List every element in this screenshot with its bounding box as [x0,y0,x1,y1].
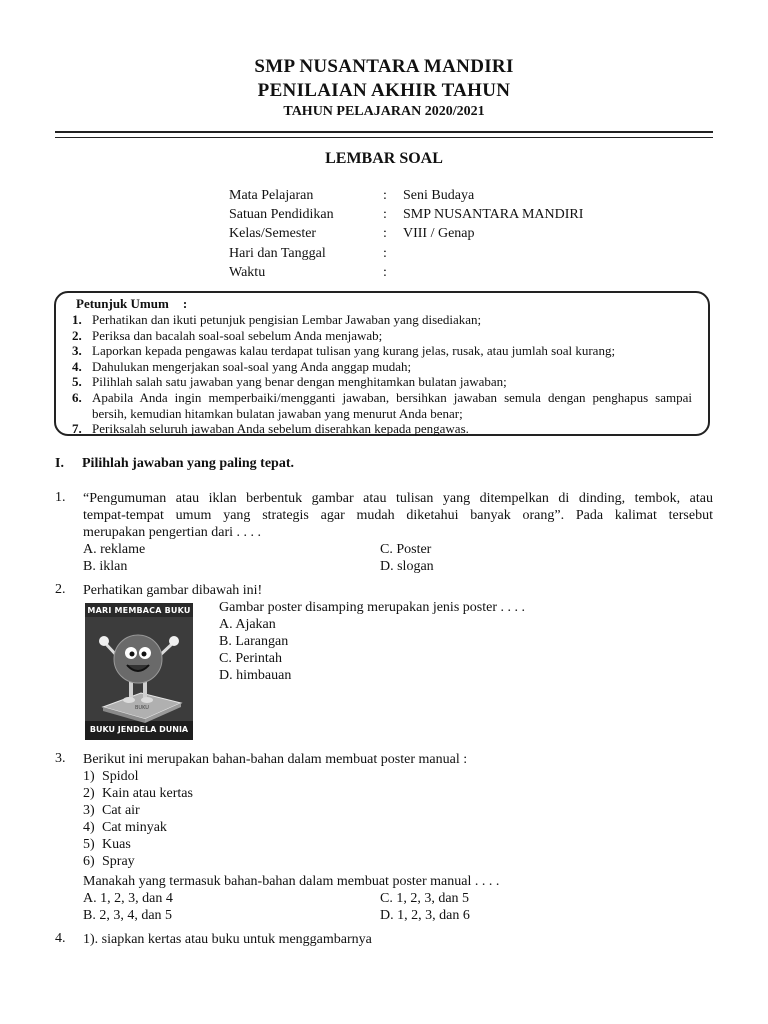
instruction-number: 4. [72,358,82,374]
list-item-number: 3) [83,803,95,818]
meta-value: Seni Budaya [403,188,475,203]
poster-bottom-text: BUKU JENDELA DUNIA [89,725,189,734]
list-item-number: 6) [83,854,95,869]
list-item [83,768,713,785]
question-number: 3. [55,751,66,766]
instruction-text: Perhatikan dan ikuti petunjuk pengisian Lembar Jawaban yang disediakan; [92,312,482,327]
question-text-line: “Pengumuman atau iklan berbentuk gambar atau tulisan yang ditempelkan di dinding, tembok, atau [83,491,713,506]
poster-illustration [85,603,193,740]
option-b: B. Larangan [219,634,289,649]
options-row [83,907,713,924]
instruction-number: 1. [72,312,82,327]
options-row [83,890,713,907]
section-number: I. [55,456,64,471]
list-item [83,819,713,836]
instruction-number: 7. [72,421,82,437]
meta-label: Hari dan Tanggal [229,245,326,261]
question-intro: Perhatikan gambar dibawah ini! [83,583,263,598]
meta-label: Kelas/Semester [229,226,317,242]
options-row [83,558,713,575]
instruction-item [72,359,692,375]
section-heading [55,456,294,472]
question-number: 4. [55,931,66,946]
instruction-item [72,343,692,359]
identity-table [229,186,583,282]
exam-name: PENILAIAN AKHIR TAHUN [257,80,511,101]
list-item [83,785,713,802]
question-text-line: 1). siapkan kertas atau buku untuk menggambarnya [83,932,372,947]
instruction-item [72,312,692,328]
question-intro: Berikut ini merupakan bahan-bahan dalam membuat poster manual : [83,752,468,767]
header-rule-thick [55,131,713,133]
options-row [83,541,713,558]
instruction-number: 6. [72,389,82,405]
instruction-text: Periksa dan bacalah soal-soal sebelum Anda menjawab; [92,327,383,343]
instruction-number: 2. [72,327,82,343]
svg-text:BUKU: BUKU [135,705,149,711]
list-item [83,802,713,819]
instruction-text: Pilihlah salah satu jawaban yang benar dengan menghitamkan bulatan jawaban; [92,374,507,390]
instruction-text: Apabila Anda ingin memperbaiki/mengganti jawaban, bersihkan jawaban semula dengan penghapus sampai bersih, kemudian hitamkan bulatan jawaban yang menurut Anda benar; [92,389,692,421]
meta-colon: : [383,188,387,203]
option-d: D. himbauan [219,668,292,683]
section-instruction: Pilihlah jawaban yang paling tepat. [82,456,294,471]
list-item-text: Cat minyak [102,820,167,835]
question-number: 1. [55,490,66,505]
question-body [83,751,713,924]
question-text-line: tempat-tempat umum yang strategis agar mudah diketahui banyak orang”. Pada kalimat tersebut [83,508,713,523]
question-2-text-block [219,599,699,684]
option-c: C. 1, 2, 3, dan 5 [380,891,470,906]
instruction-number: 3. [72,343,82,359]
header-rule-thin [55,137,713,138]
option-a: A. reklame [83,542,146,557]
list-item [83,853,713,870]
poster-top-text: MARI MEMBACA BUKU [87,606,191,615]
question-body [83,582,713,599]
instructions-title [76,296,692,312]
list-item-text: Kain atau kertas [102,786,193,801]
list-item-text: Kuas [102,837,131,852]
instruction-text: Dahulukan mengerjakan soal-soal yang Anda anggap mudah; [92,358,412,374]
question-text-line: Manakah yang termasuk bahan-bahan dalam membuat poster manual . . . . [83,874,500,889]
instruction-number: 5. [72,374,82,390]
option-c: C. Poster [380,542,432,557]
instruction-item [72,421,692,437]
meta-label: Mata Pelajaran [229,188,314,203]
meta-row [229,224,583,243]
meta-colon: : [383,245,387,261]
question-text-line: merupakan pengertian dari . . . . [83,525,262,540]
meta-colon: : [383,264,387,280]
general-instructions-box [54,291,710,436]
instruction-item [72,374,692,390]
list-item-number: 5) [83,837,95,852]
meta-row [229,186,583,205]
materials-list [83,768,713,870]
meta-row [229,244,583,263]
option-b: B. 2, 3, 4, dan 5 [83,908,173,923]
instruction-item [72,328,692,344]
meta-colon: : [383,226,387,242]
list-item-text: Cat air [102,803,140,818]
list-item-text: Spidol [102,769,139,784]
academic-year: TAHUN PELAJARAN 2020/2021 [283,104,485,119]
option-d: D. 1, 2, 3, dan 6 [380,908,470,923]
poster-image [85,603,193,740]
list-item [83,836,713,853]
list-item-number: 1) [83,769,95,784]
instruction-item [72,390,692,421]
list-item-number: 4) [83,820,95,835]
meta-row [229,263,583,282]
school-name: SMP NUSANTARA MANDIRI [254,56,514,77]
instructions-title-colon: : [182,296,188,311]
question-body [83,490,713,575]
list-item-text: Spray [102,854,135,869]
option-d: D. slogan [380,559,434,574]
meta-value: SMP NUSANTARA MANDIRI [403,207,584,223]
question-body [83,931,713,948]
option-c: C. Perintah [219,651,282,666]
question-number: 2. [55,582,66,597]
page-title: LEMBAR SOAL [325,150,443,167]
instruction-text: Laporkan kepada pengawas kalau terdapat tulisan yang kurang jelas, rusak, atau jumlah soal kurang; [92,343,616,359]
instructions-title-text: Petunjuk Umum [76,296,169,311]
meta-label: Waktu [229,264,266,280]
question-text-line: Gambar poster disamping merupakan jenis poster . . . . [219,600,525,615]
list-item-number: 2) [83,786,95,801]
meta-label: Satuan Pendidikan [229,207,334,223]
meta-row [229,205,583,224]
meta-colon: : [383,207,387,223]
instruction-text: Periksalah seluruh jawaban Anda sebelum diserahkan kepada pengawas. [92,421,469,437]
option-b: B. iklan [83,559,128,574]
option-a: A. Ajakan [219,617,276,632]
option-a: A. 1, 2, 3, dan 4 [83,891,173,906]
meta-value: VIII / Genap [403,226,475,242]
